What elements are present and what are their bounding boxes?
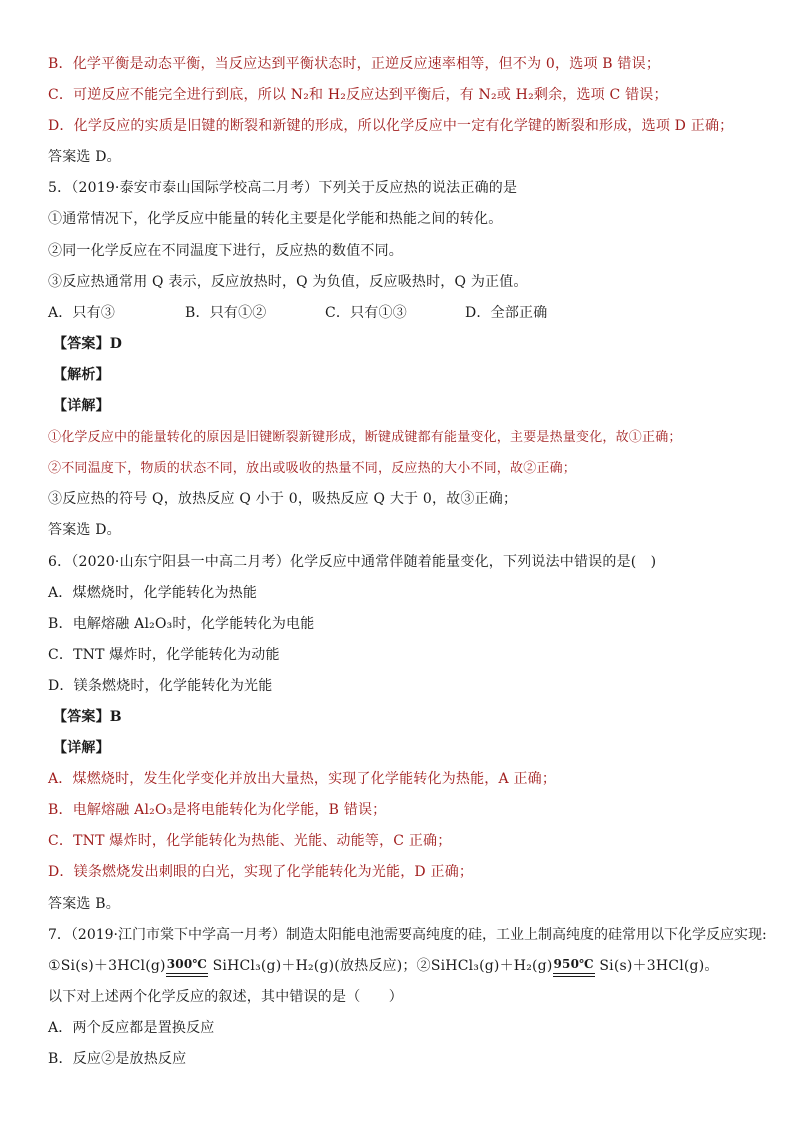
q7-eq2-condition: 950℃ (553, 956, 594, 971)
q6-detail-c: C．TNT 爆炸时，化学能转化为热能、光能、动能等，C 正确； (48, 833, 452, 850)
q5-option-a: A．只有③ (48, 304, 116, 321)
prev-option-c-explanation: C．可逆反应不能完全进行到底，所以 N₂和 H₂反应达到平衡后，有 N₂或 H₂剩余，选项 C 错误； (48, 87, 668, 104)
prev-option-b-explanation: B．化学平衡是动态平衡，当反应达到平衡状态时，正逆反应速率相等，但不为 0，选项 B 错误； (48, 56, 661, 72)
q6-answer: 答案选 B。 (48, 895, 120, 912)
q7-eq1-condition: 300℃ (166, 956, 207, 971)
q5-detail-1: ①化学反应中的能量转化的原因是旧键断裂新键形成，断键成键都有能量变化，主要是热量变化，故①正确； (48, 430, 682, 446)
q5-answer: 答案选 D。 (48, 522, 121, 539)
q5-statement-1: ①通常情况下，化学反应中能量的转化主要是化学能和热能之间的转化。 (48, 211, 503, 228)
q5-detail-2: ②不同温度下，物质的状态不同，放出或吸收的热量不同，反应热的大小不同，故②正确； (48, 461, 577, 477)
q6-detail-label: 【详解】 (53, 740, 110, 757)
q6-detail-b: B．电解熔融 Al₂O₃是将电能转化为化学能，B 错误； (48, 802, 387, 819)
q7-prompt: 以下对上述两个化学反应的叙述，其中错误的是（ ） (48, 988, 403, 1005)
q5-option-b: B．只有①② (185, 304, 267, 321)
q5-option-c: C．只有①③ (325, 304, 407, 321)
q5-detail-3: ③反应热的符号 Q，放热反应 Q 小于 0，吸热反应 Q 大于 0，故③正确； (48, 491, 518, 508)
q6-detail-a: A．煤燃烧时，发生化学变化并放出大量热，实现了化学能转化为热能，A 正确； (48, 771, 557, 788)
q7-eq1-left: ①Si(s)＋3HCl(g) (48, 957, 166, 974)
q5-options (48, 298, 758, 329)
prev-answer: 答案选 D。 (48, 149, 121, 166)
q5-option-d: D．全部正确 (465, 304, 548, 321)
document-page (48, 49, 767, 1075)
q6-option-d: D．镁条燃烧时，化学能转化为光能 (48, 677, 273, 694)
q6-stem: 6．（2020·山东宁阳县一中高二月考）化学反应中通常伴随着能量变化，下列说法中错误的是( ) (48, 553, 657, 570)
prev-option-d-explanation: D．化学反应的实质是旧键的断裂和新键的形成，所以化学反应中一定有化学键的断裂和形成，选项 D 正确； (48, 118, 734, 135)
q5-statement-3: ③反应热通常用 Q 表示，反应放热时，Q 为负值，反应吸热时，Q 为正值。 (48, 273, 528, 290)
q7-eq2-right: Si(s)＋3HCl(g)。 (594, 957, 719, 974)
q6-option-b: B．电解熔融 Al₂O₃时，化学能转化为电能 (48, 615, 315, 632)
q6-option-a: A．煤燃烧时，化学能转化为热能 (48, 584, 258, 601)
q7-option-b: B．反应②是放热反应 (48, 1051, 187, 1067)
q7-option-a: A．两个反应都是置换反应 (48, 1019, 215, 1036)
q5-answer-label: 【答案】D (53, 335, 123, 352)
q5-detail-label: 【详解】 (53, 398, 110, 415)
q5-stem: 5．（2019·泰安市泰山国际学校高二月考）下列关于反应热的说法正确的是 (48, 180, 518, 197)
q7-stem: 7．（2019·江门市棠下中学高一月考）制造太阳能电池需要高纯度的硅，工业上制高纯度的硅常用以下化学反应实现: (48, 926, 767, 943)
q7-equations (48, 951, 758, 982)
q6-detail-d: D．镁条燃烧发出刺眼的白光，实现了化学能转化为光能，D 正确； (48, 864, 474, 881)
q7-eq1-right: SiHCl₃(g)＋H₂(g)(放热反应)； (207, 957, 417, 974)
q5-analysis-label: 【解析】 (53, 366, 110, 383)
q6-answer-label: 【答案】B (53, 708, 122, 725)
q6-option-c: C．TNT 爆炸时，化学能转化为动能 (48, 646, 280, 663)
q7-eq2-left: ②SiHCl₃(g)＋H₂(g) (416, 957, 553, 974)
q5-statement-2: ②同一化学反应在不同温度下进行，反应热的数值不同。 (48, 242, 403, 259)
